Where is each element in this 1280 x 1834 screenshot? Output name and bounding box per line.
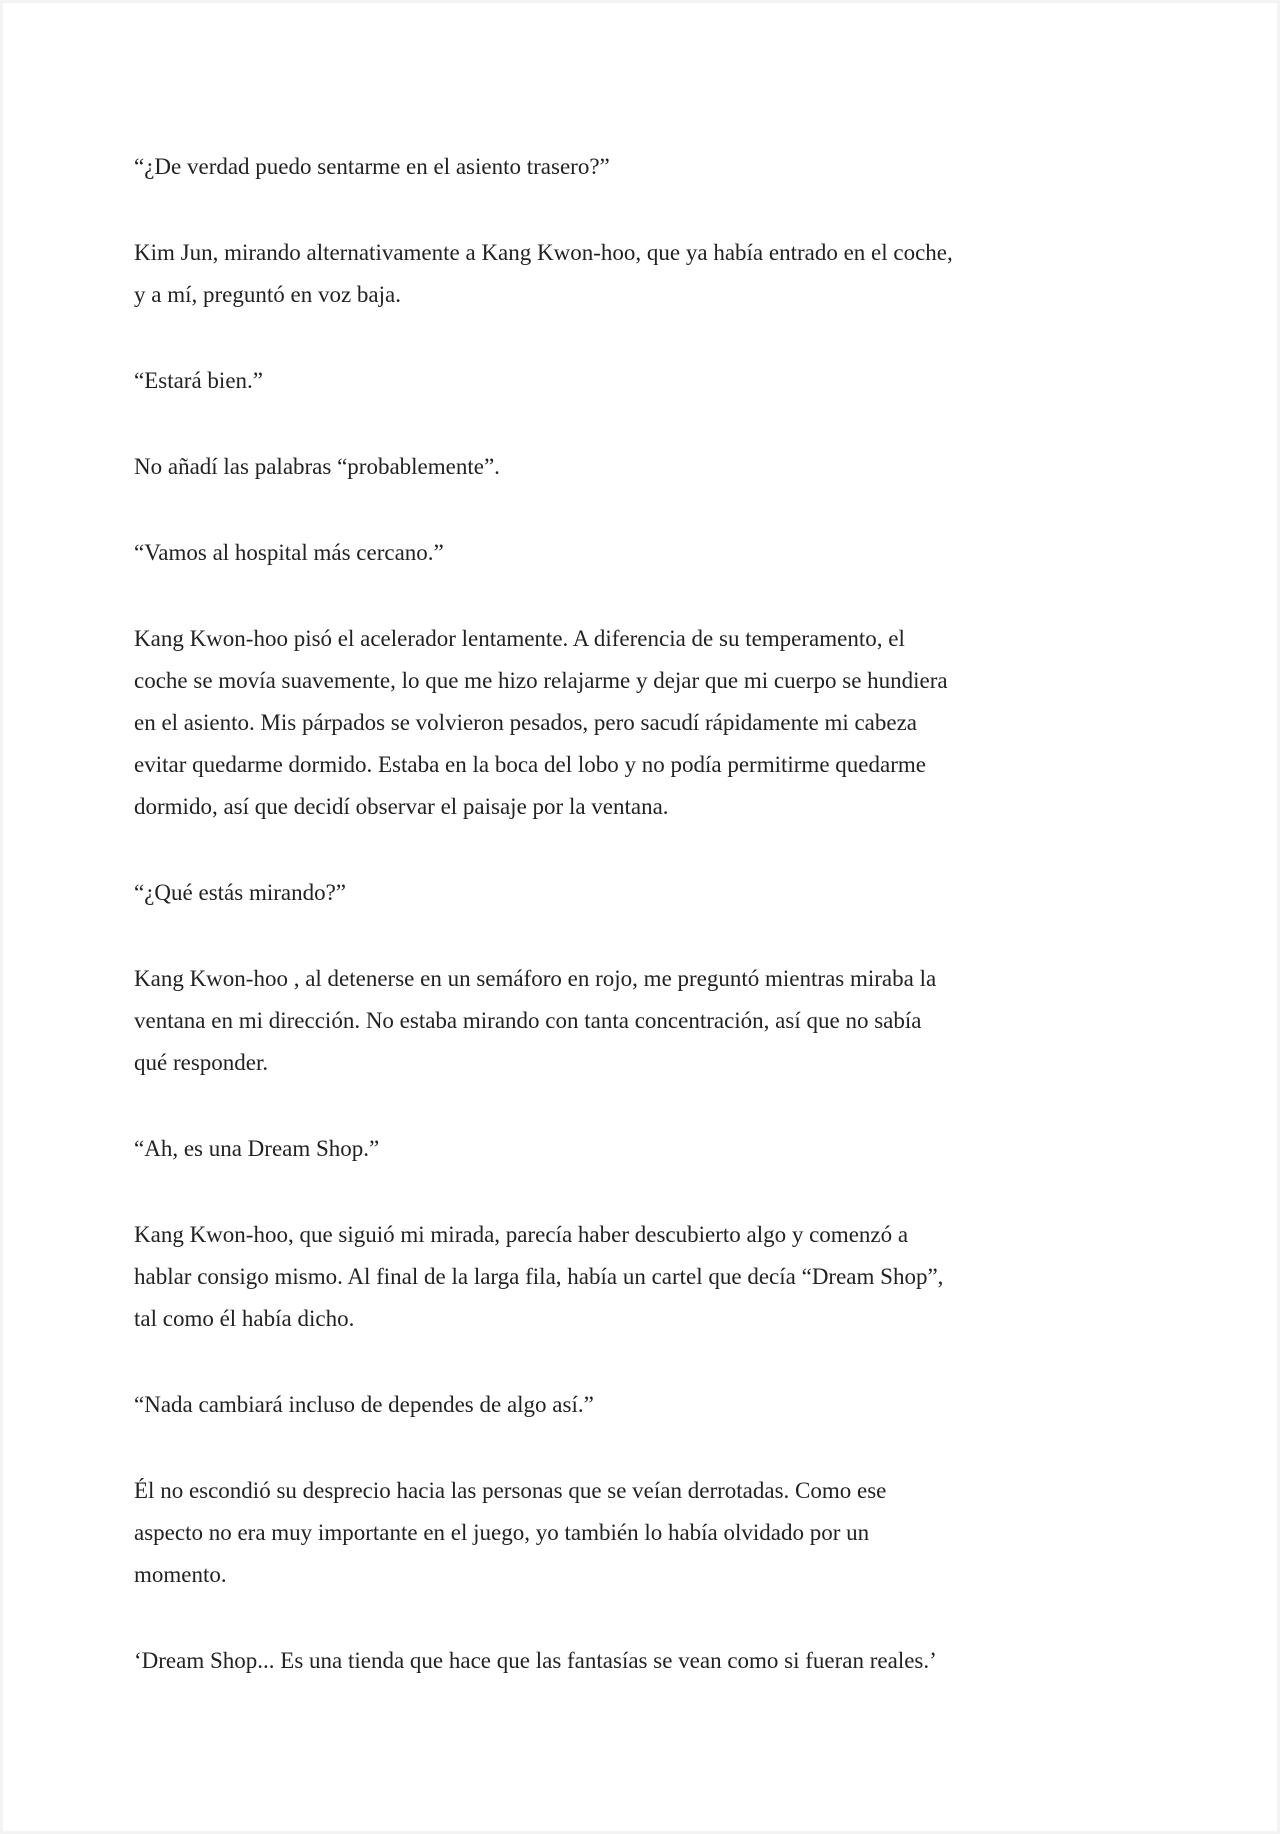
- paragraph: [134, 146, 1174, 188]
- text-line: Kang Kwon-hoo, que siguió mi mirada, parecía haber descubierto algo y comenzó a: [134, 1222, 909, 1247]
- text-line: dormido, así que decidí observar el paisaje por la ventana.: [134, 794, 669, 819]
- paragraph: [134, 872, 1174, 914]
- text-line: “Ah, es una Dream Shop.”: [134, 1136, 380, 1161]
- paragraph: [134, 1214, 1174, 1340]
- document-page: [3, 3, 1277, 1831]
- text-line: No añadí las palabras “probablemente”.: [134, 454, 500, 479]
- document-text: [134, 146, 1174, 1726]
- paragraph: [134, 1470, 1174, 1596]
- text-line: aspecto no era muy importante en el juego, yo también lo había olvidado por un: [134, 1520, 870, 1545]
- paragraph: [134, 446, 1174, 488]
- text-line: ‘Dream Shop... Es una tienda que hace que las fantasías se vean como si fueran reales.’: [134, 1648, 937, 1673]
- text-line: en el asiento. Mis párpados se volvieron pesados, pero sacudí rápidamente mi cabeza: [134, 710, 918, 735]
- text-line: “¿De verdad puedo sentarme en el asiento trasero?”: [134, 154, 610, 179]
- text-line: Kang Kwon-hoo , al detenerse en un semáforo en rojo, me preguntó mientras miraba la: [134, 966, 937, 991]
- text-line: qué responder.: [134, 1050, 269, 1075]
- text-line: Kang Kwon-hoo pisó el acelerador lentamente. A diferencia de su temperamento, el: [134, 626, 905, 651]
- text-line: “Nada cambiará incluso de dependes de algo así.”: [134, 1392, 594, 1417]
- paragraph: [134, 232, 1174, 316]
- text-line: y a mí, preguntó en voz baja.: [134, 282, 401, 307]
- text-line: Kim Jun, mirando alternativamente a Kang Kwon-hoo, que ya había entrado en el coche,: [134, 240, 953, 265]
- text-line: “Vamos al hospital más cercano.”: [134, 540, 444, 565]
- text-line: momento.: [134, 1562, 227, 1587]
- paragraph: [134, 958, 1174, 1084]
- text-line: ventana en mi dirección. No estaba mirando con tanta concentración, así que no sabía: [134, 1008, 922, 1033]
- text-line: Él no escondió su desprecio hacia las personas que se veían derrotadas. Como ese: [134, 1478, 887, 1503]
- text-line: tal como él había dicho.: [134, 1306, 355, 1331]
- text-line: hablar consigo mismo. Al final de la larga fila, había un cartel que decía “Dream Shop”,: [134, 1264, 944, 1289]
- text-line: evitar quedarme dormido. Estaba en la boca del lobo y no podía permitirme quedarme: [134, 752, 926, 777]
- paragraph: [134, 1640, 1174, 1682]
- paragraph: [134, 360, 1174, 402]
- paragraph: [134, 1384, 1174, 1426]
- paragraph: [134, 618, 1174, 828]
- text-line: coche se movía suavemente, lo que me hizo relajarme y dejar que mi cuerpo se hundiera: [134, 668, 948, 693]
- text-line: “¿Qué estás mirando?”: [134, 880, 347, 905]
- text-line: “Estará bien.”: [134, 368, 263, 393]
- paragraph: [134, 1128, 1174, 1170]
- paragraph: [134, 532, 1174, 574]
